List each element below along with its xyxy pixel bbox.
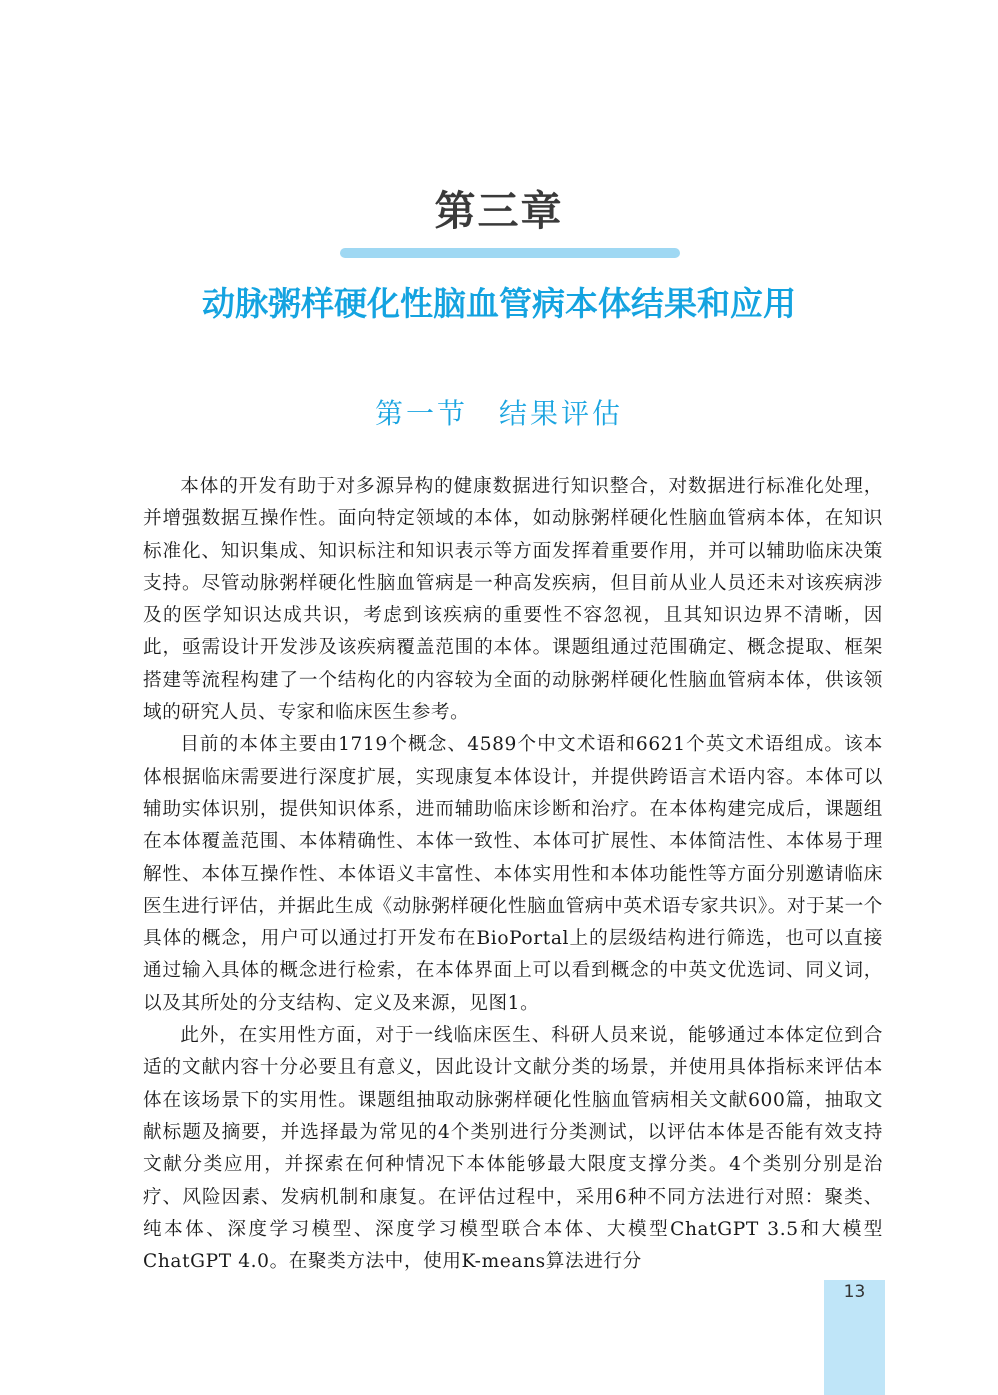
paragraph-2: 目前的本体主要由1719个概念、4589个中文术语和6621个英文术语组成。该本体根据临床需要进行深度扩展，实现康复本体设计，并提供跨语言术语内容。本体可以辅助实体识别，提供知识体系，进而辅助临床诊断和治疗。在本体构建完成后，课题组在本体覆盖范围、本体精确性、本体一致性、本体可扩展性、本体简洁性、本体易于理解性、本体互操作性、本体语义丰富性、本体实用性和本体功能性等方面分别邀请临床医生进行评估，并据此生成《动脉粥样硬化性脑血管病中英术语专家共识》。对于某一个具体的概念，用户可以通过打开发布在BioPortal上的层级结构进行筛选，也可以直接通过输入具体的概念进行检索，在本体界面上可以看到概念的中英文优选词、同义词，以及其所处的分支结构、定义及来源，见图1。 (143, 734, 883, 1014)
chapter-title: 动脉粥样硬化性脑血管病本体结果和应用 (202, 284, 796, 323)
paragraph-1: 本体的开发有助于对多源异构的健康数据进行知识整合，对数据进行标准化处理，并增强数据互操作性。面向特定领域的本体，如动脉粥样硬化性脑血管病本体，在知识标准化、知识集成、知识标注和知识表示等方面发挥着重要作用，并可以辅助临床决策支持。尽管动脉粥样硬化性脑血管病是一种高发疾病，但目前从业人员还未对该疾病涉及的医学知识达成共识，考虑到该疾病的重要性不容忽视，且其知识边界不清晰，因此，亟需设计开发涉及该疾病覆盖范围的本体。课题组通过范围确定、概念提取、框架搭建等流程构建了一个结构化的内容较为全面的动脉粥样硬化性脑血管病本体，供该领域的研究人员、专家和临床医生参考。 (143, 476, 883, 724)
page-number: 13 (843, 1282, 866, 1302)
chapter-underline-bar (340, 248, 680, 258)
paragraph-3: 此外，在实用性方面，对于一线临床医生、科研人员来说，能够通过本体定位到合适的文献内容十分必要且有意义，因此设计文献分类的场景，并使用具体指标来评估本体在该场景下的实用性。课题组抽取动脉粥样硬化性脑血管病相关文献600篇，抽取文献标题及摘要，并选择最为常见的4个类别进行分类测试，以评估本体是否能有效支持文献分类应用，并探索在何种情况下本体能够最大限度支撑分类。4个类别分别是治疗、风险因素、发病机制和康复。在评估过程中，采用6种不同方法进行对照：聚类、纯本体、深度学习模型、深度学习模型联合本体、大模型ChatGPT 3.5和大模型ChatGPT 4.0。在聚类方法中，使用K-means算法进行分 (143, 1025, 883, 1273)
chapter-heading: 第三章 (434, 187, 564, 235)
section-heading: 第一节 结果评估 (374, 397, 623, 430)
body-text (143, 471, 883, 1278)
